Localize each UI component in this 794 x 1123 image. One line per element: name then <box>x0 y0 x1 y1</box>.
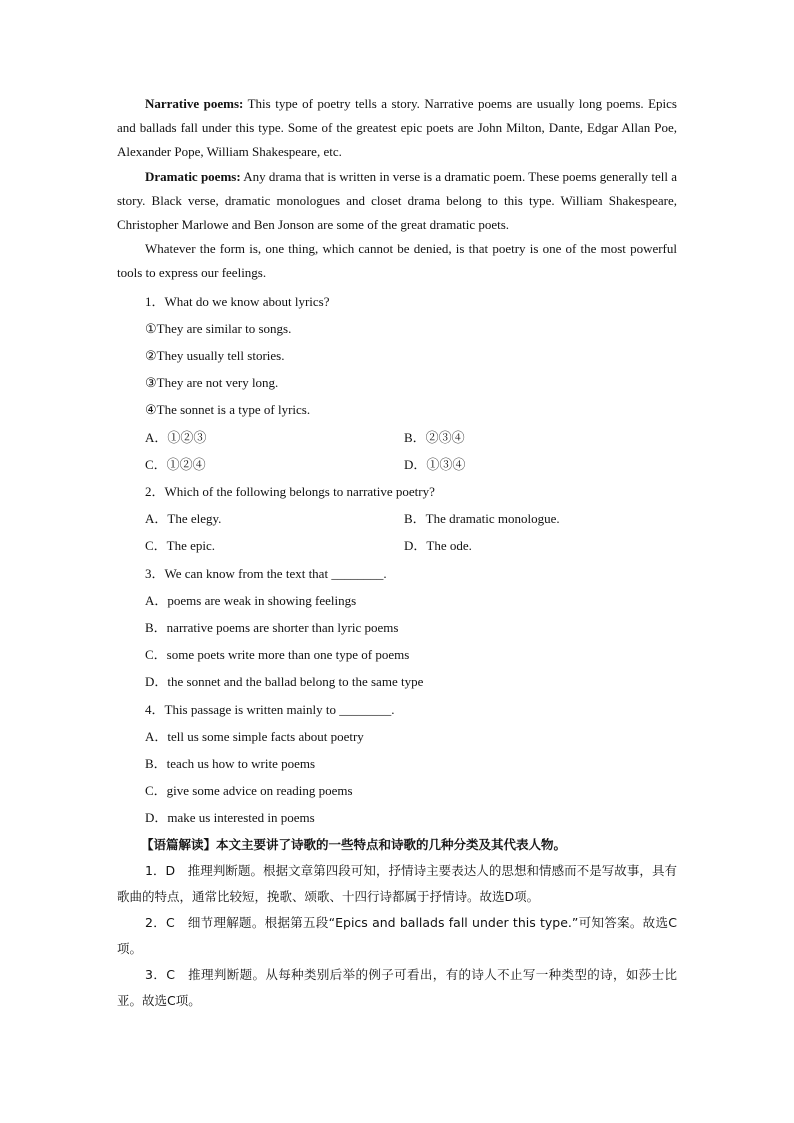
question-4-stem: 4．This passage is written mainly to ________. <box>145 701 395 717</box>
q1-statement-1: ①They are similar to songs. <box>145 320 292 336</box>
question-3-stem: 3．We can know from the text that ________. <box>145 565 387 581</box>
q2-options-row-1 <box>145 505 677 532</box>
q3-option-c: C．some poets write more than one type of poems <box>145 647 410 663</box>
term-dramatic-poems: Dramatic poems: <box>145 168 241 184</box>
q3-option-d: D．the sonnet and the ballad belong to the same type <box>145 674 424 690</box>
q1-option-b: B．②③④ <box>404 429 465 445</box>
q4-option-d: D．make us interested in poems <box>145 810 315 826</box>
term-narrative-poems: Narrative poems: <box>145 96 244 111</box>
q1-option-a: A．①②③ <box>145 429 207 445</box>
paragraph-dramatic-poems <box>117 165 677 238</box>
q1-statement-2: ②They usually tell stories. <box>145 348 285 364</box>
paragraph-conclusion: Whatever the form is, one thing, which cannot be denied, is that poetry is one of the most powerful tools to express our feelings. <box>117 241 677 281</box>
analysis-answer-3: 3．C 推理判断题。从每种类别后举的例子可看出，有的诗人不止写一种类型的诗，如莎士比亚。故选C项。 <box>117 966 677 1008</box>
q4-option-c: C．give some advice on reading poems <box>145 783 353 799</box>
question-1-stem: 1．What do we know about lyrics? <box>145 293 330 309</box>
narrative-poems-text: This type of poetry tells a story. Narrative poems are usually long poems. Epics and ballads fall under this type. Some of the greatest epic poets are John Milton, Dante, Edgar Allan Poe, Alexander Pope, William Shakespeare, etc. <box>117 96 677 160</box>
q3-option-a: A．poems are weak in showing feelings <box>145 592 357 608</box>
dramatic-poems-text: Any drama that is written in verse is a dramatic poem. These poems generally tell a story. Black verse, dramatic monologues and closet drama belong to this type. William Shakespeare, Christopher Marlowe and Ben Jonson are some of the great dramatic poets. <box>117 168 678 233</box>
q1-options-row-2 <box>145 451 677 478</box>
q2-option-c: C．The epic. <box>145 538 216 554</box>
question-2-stem: 2．Which of the following belongs to narrative poetry? <box>145 484 435 500</box>
q2-options-row-2 <box>145 532 677 559</box>
q1-options-row-1 <box>145 424 677 451</box>
q1-option-d: D．①③④ <box>404 456 466 472</box>
analysis-heading: 【语篇解读】本文主要讲了诗歌的一些特点和诗歌的几种分类及其代表人物。 <box>141 836 567 852</box>
q2-option-b: B．The dramatic monologue. <box>404 511 560 527</box>
q1-statement-3: ③They are not very long. <box>145 375 279 391</box>
q3-option-b: B．narrative poems are shorter than lyric poems <box>145 620 399 636</box>
paragraph-narrative-poems <box>117 92 677 165</box>
q2-option-d: D．The ode. <box>404 538 472 554</box>
q1-option-c: C．①②④ <box>145 456 206 472</box>
q4-option-b: B．teach us how to write poems <box>145 756 316 772</box>
q2-option-a: A．The elegy. <box>145 511 222 527</box>
analysis-answer-2: 2．C 细节理解题。根据第五段“Epics and ballads fall under this type.”可知答案。故选C项。 <box>117 914 677 956</box>
q1-statement-4: ④The sonnet is a type of lyrics. <box>145 402 311 418</box>
document-page <box>117 92 677 1014</box>
q4-option-a: A．tell us some simple facts about poetry <box>145 728 364 744</box>
analysis-answer-1: 1．D 推理判断题。根据文章第四段可知，抒情诗主要表达人的思想和情感而不是写故事，具有歌曲的特点，通常比较短，挽歌、颂歌、十四行诗都属于抒情诗。故选D项。 <box>117 862 677 904</box>
